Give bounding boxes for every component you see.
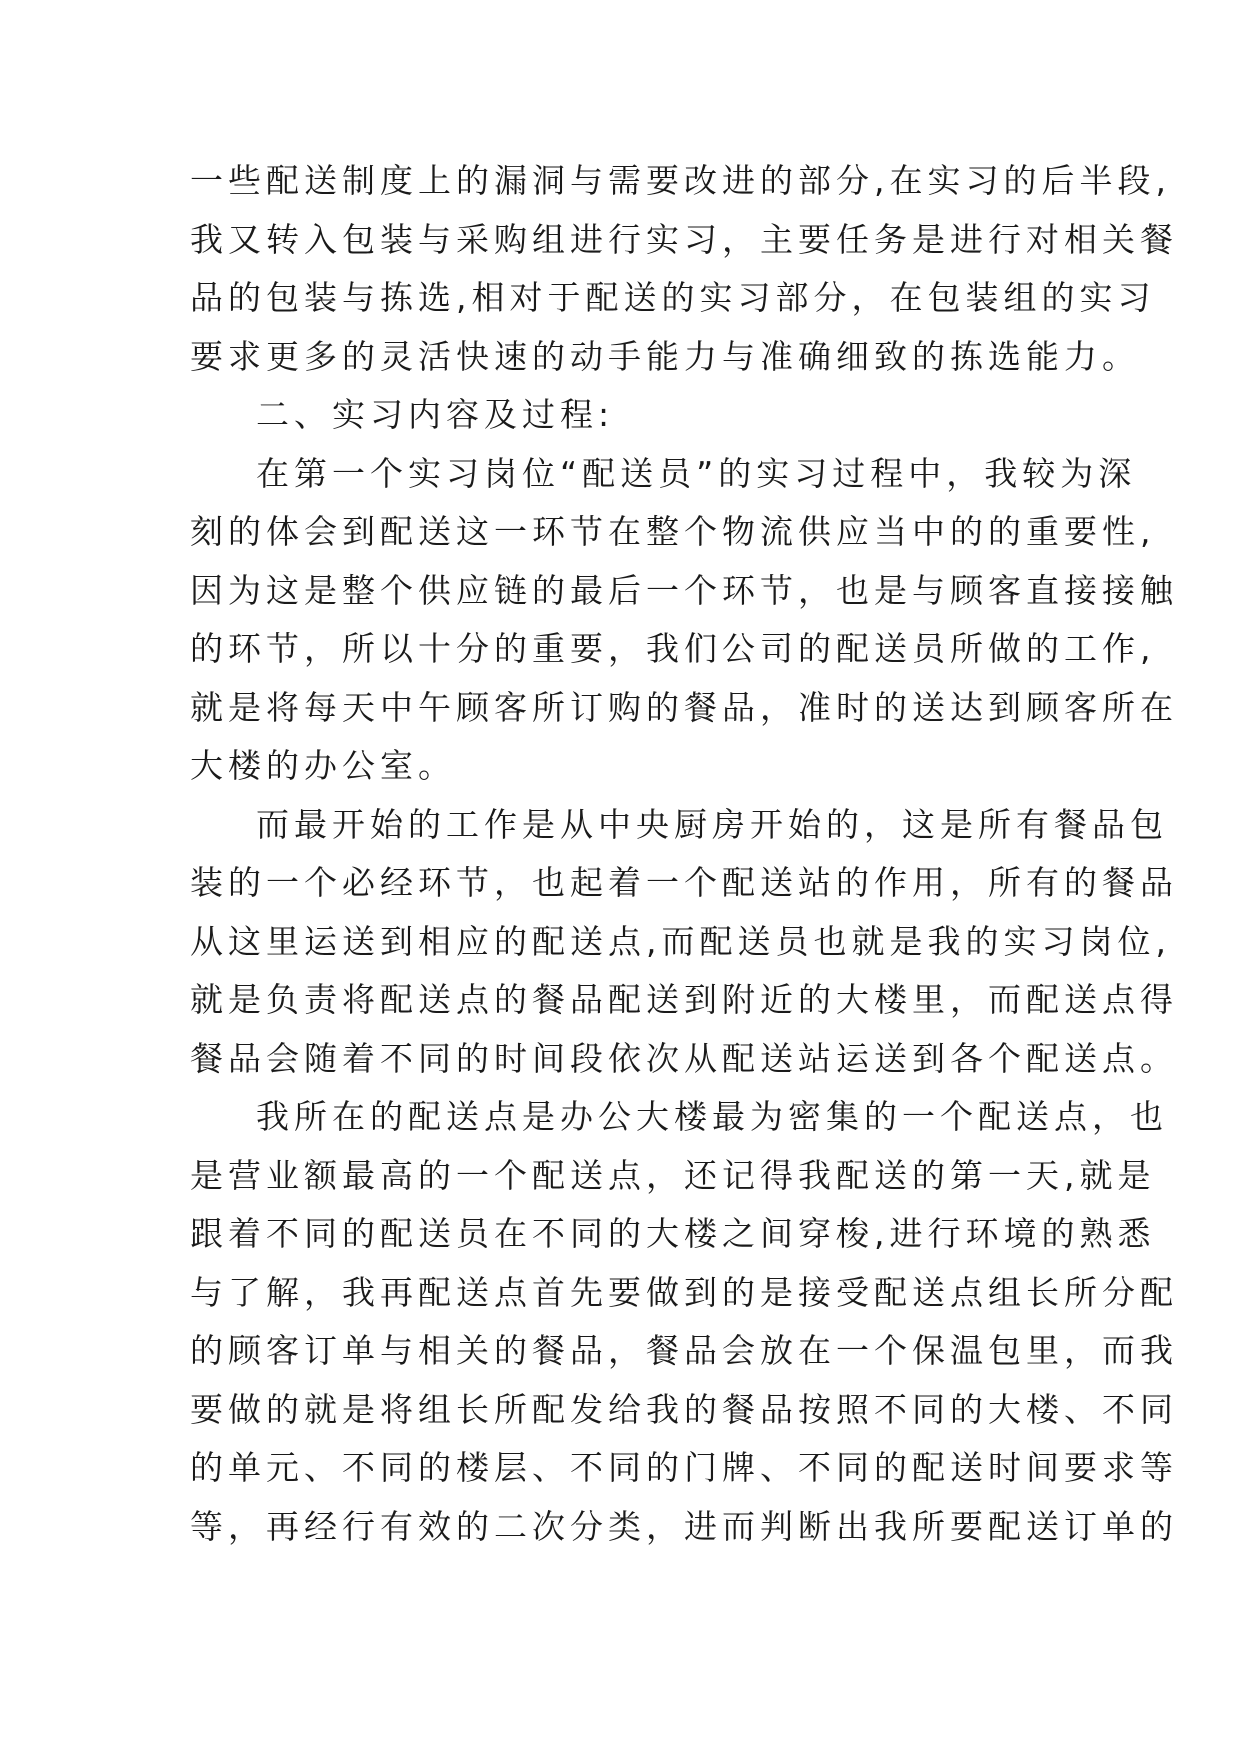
text-line: 而最开始的工作是从中央厨房开始的，这是所有餐品包: [256, 804, 1168, 844]
paragraph-3: [190, 1088, 1178, 1556]
text-line: 餐品会随着不同的时间段依次从配送站运送到各个配送点。: [190, 1038, 1178, 1078]
text-line: 大楼的办公室。: [190, 746, 456, 785]
text-line: 我又转入包装与采购组进行实习，主要任务是进行对相关餐: [190, 219, 1178, 259]
text-line: 装的一个必经环节，也起着一个配送站的作用，所有的餐品: [190, 863, 1178, 902]
section-heading: 二、实习内容及过程:: [256, 395, 615, 434]
text-line: 品的包装与拣选,相对于配送的实习部分，在包装组的实习: [190, 278, 1156, 317]
text-line: 的单元、不同的楼层、不同的门牌、不同的配送时间要求等: [190, 1448, 1178, 1487]
paragraph-1: [190, 445, 1178, 796]
intro-paragraph: [190, 152, 1178, 386]
text-line: 我所在的配送点是办公大楼最为密集的一个配送点，也: [256, 1097, 1168, 1136]
text-line: 跟着不同的配送员在不同的大楼之间穿梭,进行环境的熟悉: [190, 1214, 1156, 1253]
text-line: 与了解，我再配送点首先要做到的是接受配送点组长所分配: [190, 1272, 1178, 1312]
text-line: 要做的就是将组长所配发给我的餐品按照不同的大楼、不同: [190, 1389, 1178, 1429]
text-line: 因为这是整个供应链的最后一个环节，也是与顾客直接接触: [190, 570, 1178, 610]
body-text: [190, 152, 1178, 1556]
text-line: 就是负责将配送点的餐品配送到附近的大楼里，而配送点得: [190, 980, 1178, 1019]
text-line: 要求更多的灵活快速的动手能力与准确细致的拣选能力。: [190, 336, 1140, 376]
text-line: 是营业额最高的一个配送点，还记得我配送的第一天,就是: [190, 1155, 1156, 1195]
text-line: 的顾客订单与相关的餐品，餐品会放在一个保温包里，而我: [190, 1331, 1178, 1370]
text-line: 就是将每天中午顾客所订购的餐品，准时的送达到顾客所在: [190, 687, 1178, 727]
paragraph-2: [190, 796, 1178, 1089]
text-line: 在第一个实习岗位“配送员”的实习过程中，我较为深: [256, 453, 1137, 493]
text-line: 刻的体会到配送这一环节在整个物流供应当中的的重要性,: [190, 512, 1156, 551]
text-line: 的环节，所以十分的重要，我们公司的配送员所做的工作,: [190, 629, 1156, 668]
text-line: 一些配送制度上的漏洞与需要改进的部分,在实习的后半段,: [190, 161, 1171, 200]
text-line: 从这里运送到相应的配送点,而配送员也就是我的实习岗位,: [190, 921, 1171, 961]
text-line: 等，再经行有效的二次分类，进而判断出我所要配送订单的: [190, 1506, 1178, 1546]
